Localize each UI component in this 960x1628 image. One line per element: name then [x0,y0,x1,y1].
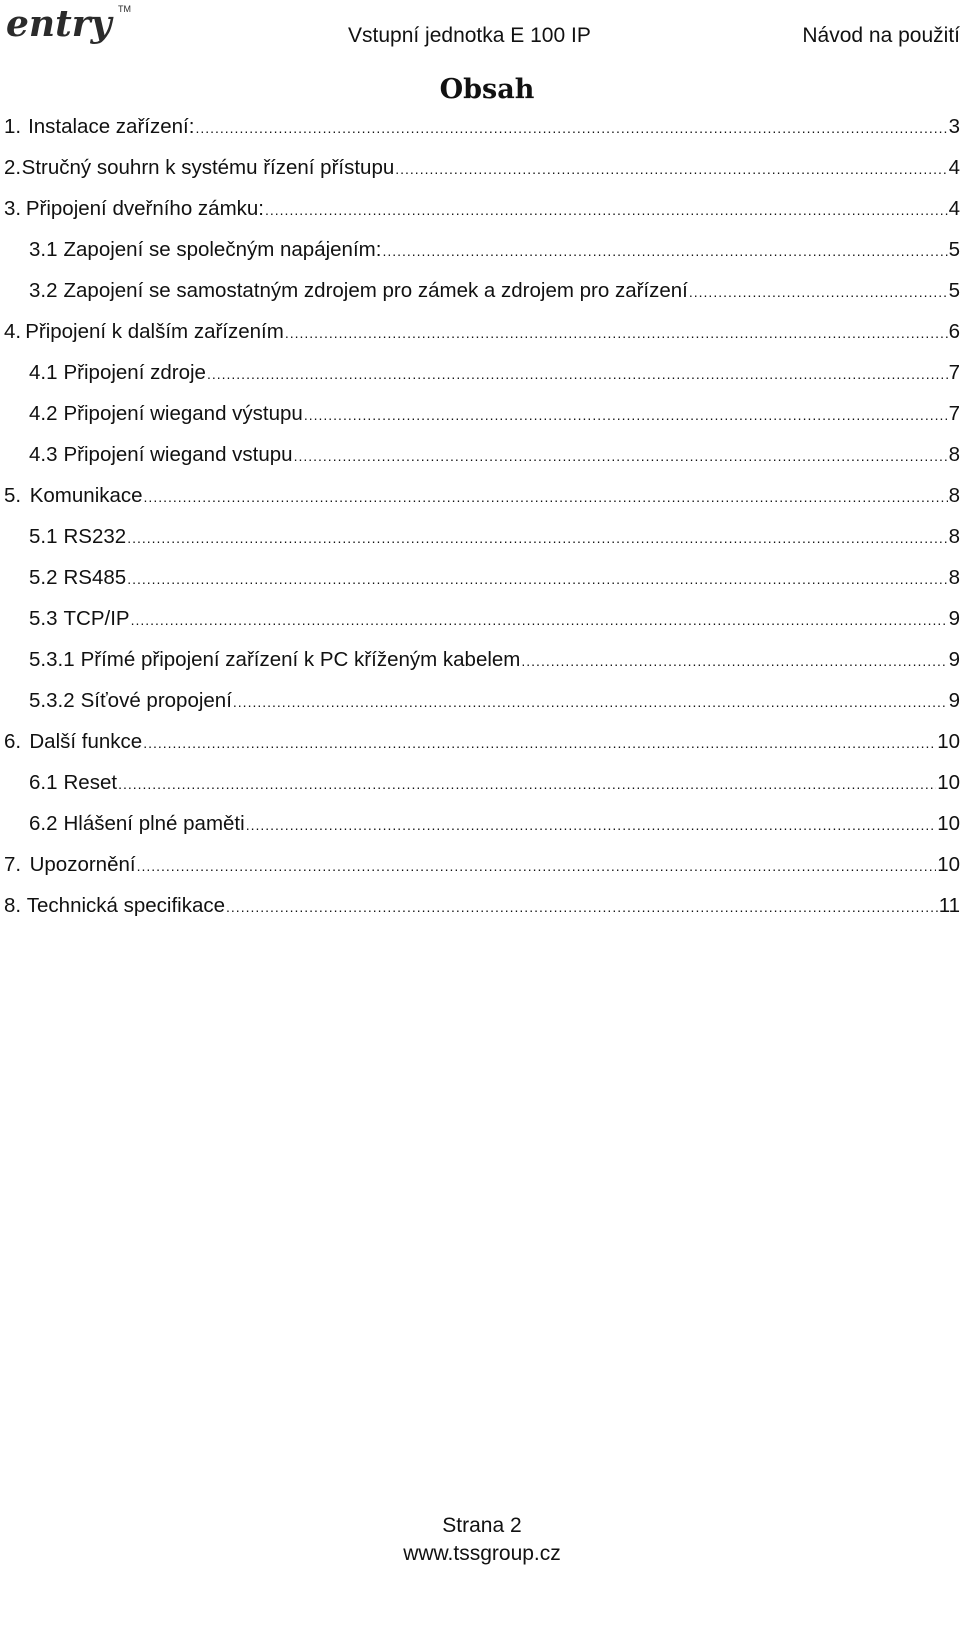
toc-entry[interactable] [4,771,960,812]
table-of-contents [4,115,960,935]
toc-entry-page: 7 [948,402,960,425]
toc-entry[interactable] [4,566,960,607]
toc-entry-number: 1. [4,115,22,138]
toc-entry-label: Zapojení se samostatným zdrojem pro zámek a zdrojem pro zařízení [63,279,688,302]
toc-entry[interactable] [4,730,960,771]
toc-dot-leader [144,489,948,505]
toc-entry-number: 6. [4,730,22,753]
toc-entry-number: 4.1 [29,361,58,384]
toc-entry-number: 5.3 [29,607,58,630]
toc-entry-number: 4.2 [29,402,58,425]
toc-dot-leader [304,407,948,423]
page-number: Strana 2 [442,1514,522,1537]
toc-entry-number: 5.3.2 [29,689,75,712]
toc-entry-page: 9 [948,607,960,630]
toc-entry-number: 3. [4,197,22,220]
toc-dot-leader [294,448,948,464]
toc-entry[interactable] [4,853,960,894]
toc-dot-leader [233,694,948,710]
entry-logo [2,0,142,50]
toc-entry-number: 3.1 [29,238,58,261]
toc-entry-page: 7 [948,361,960,384]
toc-entry-label: RS485 [63,566,127,589]
toc-entry-page: 8 [948,525,960,548]
toc-entry-page: 6 [948,320,960,343]
toc-entry-label: Připojení zdroje [63,361,206,384]
toc-entry[interactable] [4,812,960,853]
toc-entry-number: 4.3 [29,443,58,466]
toc-entry-label: Upozornění [29,853,136,876]
toc-entry-label: Připojení dveřního zámku: [25,197,264,220]
toc-entry[interactable] [4,402,960,443]
toc-entry-number: 5.1 [29,525,58,548]
document-type: Návod na použití [802,24,960,47]
toc-entry-label: Přímé připojení zařízení k PC kříženým kabelem [80,648,521,671]
toc-entry-number: 4. [4,320,22,343]
toc-dot-leader [246,817,937,833]
toc-title: Obsah [439,74,535,105]
toc-entry-page: 5 [948,279,960,302]
toc-entry-number: 8. [4,894,22,917]
toc-entry-page: 8 [948,484,960,507]
toc-entry-page: 8 [948,443,960,466]
toc-entry[interactable] [4,115,960,156]
toc-entry-label: Technická specifikace [26,894,226,917]
toc-entry-page: 9 [948,689,960,712]
toc-dot-leader [195,120,947,136]
document-title: Vstupní jednotka E 100 IP [348,24,591,47]
toc-entry-label: Připojení k dalším zařízením [25,320,284,343]
toc-entry[interactable] [4,607,960,648]
toc-entry[interactable] [4,894,960,935]
toc-entry-page: 10 [937,853,960,876]
toc-entry-label: Připojení wiegand vstupu [63,443,293,466]
toc-entry[interactable] [4,361,960,402]
toc-dot-leader [127,571,947,587]
toc-entry-page: 11 [938,894,960,917]
toc-entry-label: Další funkce [29,730,143,753]
toc-entry-label: Připojení wiegand výstupu [63,402,303,425]
toc-dot-leader [226,899,938,915]
toc-entry[interactable] [4,320,960,361]
toc-dot-leader [395,161,947,177]
toc-entry[interactable] [4,443,960,484]
toc-entry-number: 2. [4,156,22,179]
toc-entry-page: 4 [948,156,960,179]
toc-entry-label: TCP/IP [63,607,130,630]
toc-entry-number: 5. [4,484,22,507]
svg-text:entry: entry [6,3,112,45]
toc-entry-number: 5.2 [29,566,58,589]
page-header [0,0,960,60]
toc-dot-leader [521,653,947,669]
toc-entry-number: 3.2 [29,279,58,302]
toc-dot-leader [207,366,948,382]
toc-entry-page: 10 [937,812,960,835]
toc-entry[interactable] [4,689,960,730]
toc-entry-label: Komunikace [29,484,143,507]
toc-entry-number: 5.3.1 [29,648,75,671]
toc-entry-page: 10 [937,771,960,794]
toc-entry[interactable] [4,197,960,238]
toc-entry-label: Stručný souhrn k systému řízení přístupu [21,156,395,179]
toc-entry-label: Hlášení plné paměti [63,812,245,835]
toc-entry[interactable] [4,484,960,525]
toc-entry-label: Síťové propojení [80,689,232,712]
toc-entry-page: 5 [948,238,960,261]
toc-entry-number: 6.1 [29,771,58,794]
toc-dot-leader [143,735,936,751]
toc-entry-page: 9 [948,648,960,671]
toc-dot-leader [285,325,948,341]
toc-dot-leader [118,776,936,792]
toc-entry[interactable] [4,238,960,279]
toc-entry-label: RS232 [63,525,127,548]
toc-dot-leader [131,612,948,628]
toc-entry-page: 8 [948,566,960,589]
toc-entry-page: 4 [948,197,960,220]
toc-dot-leader [689,284,948,300]
svg-text:TM: TM [118,4,131,14]
toc-dot-leader [382,243,947,259]
toc-dot-leader [265,202,948,218]
toc-entry[interactable] [4,648,960,689]
toc-dot-leader [137,858,937,874]
toc-entry-page: 10 [937,730,960,753]
toc-entry[interactable] [4,156,960,197]
toc-entry-number: 6.2 [29,812,58,835]
toc-entry[interactable] [4,525,960,566]
toc-entry[interactable] [4,279,960,320]
toc-entry-number: 7. [4,853,22,876]
toc-entry-page: 3 [948,115,960,138]
toc-entry-label: Instalace zařízení: [28,115,195,138]
website-link[interactable]: www.tssgroup.cz [403,1542,561,1565]
toc-dot-leader [127,530,947,546]
toc-entry-label: Zapojení se společným napájením: [63,238,382,261]
toc-entry-label: Reset [63,771,118,794]
